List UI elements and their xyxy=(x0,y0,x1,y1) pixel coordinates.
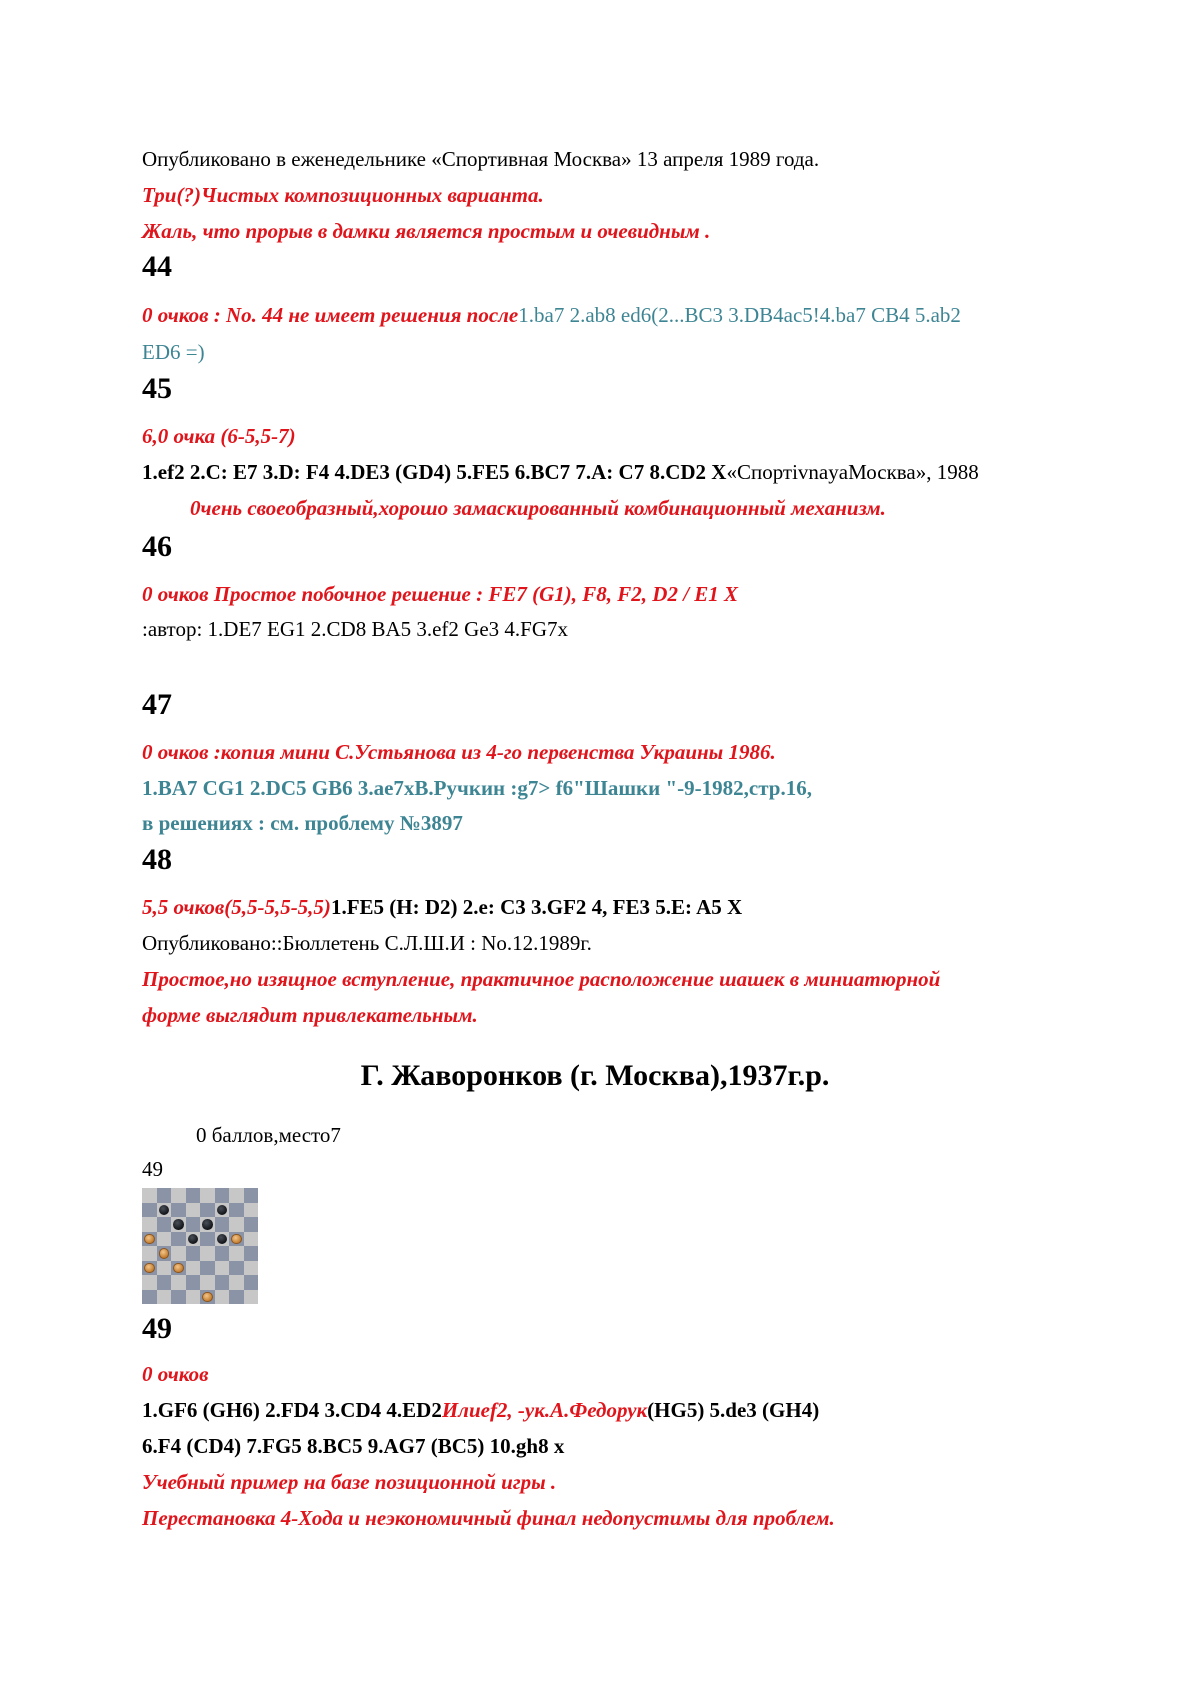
board-square xyxy=(171,1188,186,1203)
solution-moves: 1.ef2 2.C: E7 3.D: F4 4.DE3 (GD4) 5.FE5 6.BC7 7.A: C7 8.CD2 X xyxy=(142,460,727,484)
board-square xyxy=(229,1261,244,1276)
white-checker-piece xyxy=(144,1234,155,1245)
black-checker-piece xyxy=(217,1234,228,1245)
solution-continuation: ED6 =) xyxy=(142,340,205,364)
board-square xyxy=(215,1261,230,1276)
black-checker-piece xyxy=(217,1205,228,1216)
board-square xyxy=(229,1232,244,1247)
board-square xyxy=(186,1188,201,1203)
board-square xyxy=(157,1232,172,1247)
problem-48-publication: Опубликовано::Бюллетень С.Л.Ш.И : No.12.1989г. xyxy=(142,931,592,955)
board-square xyxy=(244,1246,259,1261)
board-square xyxy=(229,1203,244,1218)
board-square xyxy=(186,1275,201,1290)
problem-49-comment: Перестановка 4-Хода и неэкономичный финал недопустимы для проблем. xyxy=(142,1506,835,1530)
board-square xyxy=(244,1232,259,1247)
problem-49-solution xyxy=(142,1396,819,1424)
source-text: «СпортivnayaМосква», 1988 xyxy=(726,460,979,484)
board-square xyxy=(244,1261,259,1276)
board-square xyxy=(171,1232,186,1247)
board-square xyxy=(244,1203,259,1218)
board-square xyxy=(215,1203,230,1218)
author-score: 0 баллов,место7 xyxy=(196,1123,341,1147)
problem-number-44: 44 xyxy=(142,250,172,283)
problem-46-verdict: 0 очков Простое побочное решение : FE7 (G1), F8, F2, D2 / E1 X xyxy=(142,582,739,606)
score-text: 5,5 очков(5,5-5,5-5,5) xyxy=(142,895,331,919)
board-square xyxy=(157,1275,172,1290)
board-square xyxy=(200,1261,215,1276)
problem-46-author-solution: :автор: 1.DE7 EG1 2.CD8 BA5 3.ef2 Ge3 4.FG7x xyxy=(142,617,569,641)
board-square xyxy=(157,1217,172,1232)
black-checker-piece xyxy=(188,1234,199,1245)
board-square xyxy=(142,1246,157,1261)
board-square xyxy=(215,1232,230,1247)
solution-moves: 1.GF6 (GH6) 2.FD4 3.CD4 4.ED2 xyxy=(142,1398,442,1422)
board-square xyxy=(157,1246,172,1261)
board-square xyxy=(171,1275,186,1290)
board-square xyxy=(142,1217,157,1232)
board-square xyxy=(171,1203,186,1218)
white-checker-piece xyxy=(159,1248,170,1259)
author-heading: Г. Жаворонков (г. Москва),1937г.р. xyxy=(360,1059,830,1092)
verdict-text: 0 очков : No. 44 не имеет решения после xyxy=(142,303,519,327)
solution-moves: (HG5) 5.de3 (GH4) xyxy=(647,1398,820,1422)
problem-45-comment: 0чень своеобразный,хорошо замаскированный комбинационный механизм. xyxy=(190,496,886,520)
board-square xyxy=(215,1217,230,1232)
board-square xyxy=(215,1246,230,1261)
problem-49-score: 0 очков xyxy=(142,1362,209,1386)
board-square xyxy=(200,1290,215,1305)
board-square xyxy=(186,1261,201,1276)
board-square xyxy=(200,1188,215,1203)
board-square xyxy=(244,1188,259,1203)
board-square xyxy=(157,1290,172,1305)
board-square xyxy=(142,1275,157,1290)
board-square xyxy=(186,1246,201,1261)
board-square xyxy=(142,1290,157,1305)
board-square xyxy=(200,1217,215,1232)
board-square xyxy=(215,1188,230,1203)
problem-number-45: 45 xyxy=(142,372,172,405)
problem-49-solution-continued: 6.F4 (CD4) 7.FG5 8.BC5 9.AG7 (BC5) 10.gh8 x xyxy=(142,1434,565,1458)
problem-number-49: 49 xyxy=(142,1312,172,1345)
board-square xyxy=(229,1246,244,1261)
black-checker-piece xyxy=(159,1205,170,1216)
board-square xyxy=(186,1232,201,1247)
board-square xyxy=(157,1203,172,1218)
board-square xyxy=(200,1232,215,1247)
publication-note: Опубликовано в еженедельнике «Спортивная Москва» 13 апреля 1989 года. xyxy=(142,147,820,171)
board-square xyxy=(244,1290,259,1305)
problem-45-score: 6,0 очка (6-5,5-7) xyxy=(142,424,296,448)
problem-48-solution xyxy=(142,893,742,921)
comment-line: Три(?)Чистых композиционных варианта. xyxy=(142,183,544,207)
white-checker-piece xyxy=(144,1263,155,1274)
board-square xyxy=(215,1275,230,1290)
white-checker-piece xyxy=(231,1234,242,1245)
problem-number-48: 48 xyxy=(142,843,172,876)
board-square xyxy=(200,1203,215,1218)
problem-number-46: 46 xyxy=(142,530,172,563)
board-square xyxy=(200,1275,215,1290)
problem-45-solution xyxy=(142,458,979,486)
board-square xyxy=(229,1290,244,1305)
board-square xyxy=(200,1246,215,1261)
board-square xyxy=(186,1203,201,1218)
board-square xyxy=(142,1261,157,1276)
board-square xyxy=(215,1290,230,1305)
comment-line: Жаль, что прорыв в дамки является простым и очевидным . xyxy=(142,219,711,243)
board-square xyxy=(244,1217,259,1232)
board-square xyxy=(171,1246,186,1261)
board-square xyxy=(142,1203,157,1218)
problem-48-comment: форме выглядит привлекательным. xyxy=(142,1003,478,1027)
problem-48-comment: Простое,но изящное вступление, практичное расположение шашек в миниатюрной xyxy=(142,967,941,991)
board-square xyxy=(157,1261,172,1276)
board-square xyxy=(229,1188,244,1203)
board-square xyxy=(244,1275,259,1290)
board-square xyxy=(186,1290,201,1305)
board-square xyxy=(229,1217,244,1232)
problem-47-reference: в решениях : см. проблему №3897 xyxy=(142,811,463,835)
board-square xyxy=(157,1188,172,1203)
white-checker-piece xyxy=(202,1292,213,1303)
white-checker-piece xyxy=(173,1263,184,1274)
board-square xyxy=(171,1290,186,1305)
black-checker-piece xyxy=(202,1219,213,1230)
board-square xyxy=(171,1217,186,1232)
board-square xyxy=(142,1188,157,1203)
solution-text: 1.ba7 2.ab8 ed6(2...BC3 3.DB4ac5!4.ba7 CB4 5.ab2 xyxy=(518,303,961,327)
black-checker-piece xyxy=(173,1219,184,1230)
board-square xyxy=(186,1217,201,1232)
problem-44-verdict xyxy=(142,301,961,329)
problem-49-comment: Учебный пример на базе позиционной игры . xyxy=(142,1470,557,1494)
checkers-board-diagram xyxy=(142,1188,258,1304)
board-square xyxy=(229,1275,244,1290)
board-square xyxy=(171,1261,186,1276)
inline-comment: Илиеf2, -ук.А.Федорук xyxy=(441,1398,648,1422)
problem-47-verdict: 0 очков :копия мини С.Устьянова из 4-го первенства Украины 1986. xyxy=(142,740,776,764)
problem-47-source: 1.BA7 CG1 2.DC5 GB6 3.ae7xВ.Ручкин :g7> f6"Шашки "-9-1982,стр.16, xyxy=(142,776,812,800)
diagram-number: 49 xyxy=(142,1157,163,1181)
solution-moves: 1.FE5 (H: D2) 2.e: C3 3.GF2 4, FE3 5.E: A5 X xyxy=(330,895,743,919)
problem-number-47: 47 xyxy=(142,688,172,721)
board-square xyxy=(142,1232,157,1247)
